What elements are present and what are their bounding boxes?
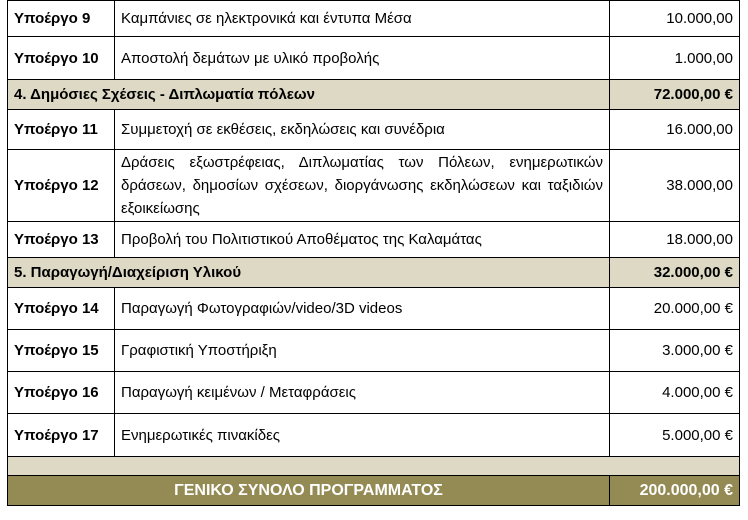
subproject-description: Αποστολή δεμάτων με υλικό προβολής <box>115 37 610 80</box>
table-row <box>8 222 740 258</box>
section-row <box>8 80 740 110</box>
table-row <box>8 150 740 222</box>
section-amount: 72.000,00 € <box>610 80 740 110</box>
subproject-amount: 38.000,00 <box>610 150 740 222</box>
section-row <box>8 258 740 288</box>
spacer-row <box>8 457 740 476</box>
section-amount: 32.000,00 € <box>610 258 740 288</box>
subproject-code: Υποέργο 13 <box>8 222 115 258</box>
table-row <box>8 1 740 37</box>
subproject-code: Υποέργο 10 <box>8 37 115 80</box>
subproject-amount: 18.000,00 <box>610 222 740 258</box>
subproject-description: Προβολή του Πολιτιστικού Αποθέματος της Καλαμάτας <box>115 222 610 258</box>
subproject-amount: 20.000,00 € <box>610 288 740 330</box>
subproject-amount: 3.000,00 € <box>610 330 740 372</box>
subproject-code: Υποέργο 14 <box>8 288 115 330</box>
table-row <box>8 110 740 150</box>
table-row <box>8 288 740 330</box>
subproject-amount: 4.000,00 € <box>610 372 740 414</box>
subproject-description: Παραγωγή Φωτογραφιών/video/3D videos <box>115 288 610 330</box>
table-row <box>8 37 740 80</box>
grand-total-label: ΓΕΝΙΚΟ ΣΥΝΟΛΟ ΠΡΟΓΡΑΜΜΑΤΟΣ <box>8 476 610 506</box>
subproject-description: Δράσεις εξωστρέφειας, Διπλωματίας των Πόλεων, ενημερωτικών δράσεων, δημοσίων σχέσεων, διοργάνωσης εκδηλώσεων και ταξιδιών εξοικείωσης <box>115 150 610 222</box>
subproject-amount: 10.000,00 <box>610 1 740 37</box>
subproject-description: Παραγωγή κειμένων / Μεταφράσεις <box>115 372 610 414</box>
subproject-amount: 1.000,00 <box>610 37 740 80</box>
table-row <box>8 414 740 457</box>
subproject-code: Υποέργο 17 <box>8 414 115 457</box>
grand-total-amount: 200.000,00 € <box>610 476 740 506</box>
budget-table <box>7 0 740 506</box>
subproject-description: Γραφιστική Υποστήριξη <box>115 330 610 372</box>
subproject-amount: 16.000,00 <box>610 110 740 150</box>
subproject-code: Υποέργο 9 <box>8 1 115 37</box>
section-title: 4. Δημόσιες Σχέσεις - Διπλωματία πόλεων <box>8 80 610 110</box>
subproject-description: Καμπάνιες σε ηλεκτρονικά και έντυπα Μέσα <box>115 1 610 37</box>
subproject-amount: 5.000,00 € <box>610 414 740 457</box>
subproject-description: Ενημερωτικές πινακίδες <box>115 414 610 457</box>
spacer-cell <box>8 457 740 476</box>
subproject-code: Υποέργο 11 <box>8 110 115 150</box>
subproject-code: Υποέργο 12 <box>8 150 115 222</box>
table-row <box>8 330 740 372</box>
subproject-code: Υποέργο 16 <box>8 372 115 414</box>
subproject-description: Συμμετοχή σε εκθέσεις, εκδηλώσεις και συνέδρια <box>115 110 610 150</box>
table-row <box>8 372 740 414</box>
grand-total-row <box>8 476 740 506</box>
subproject-code: Υποέργο 15 <box>8 330 115 372</box>
section-title: 5. Παραγωγή/Διαχείριση Υλικού <box>8 258 610 288</box>
